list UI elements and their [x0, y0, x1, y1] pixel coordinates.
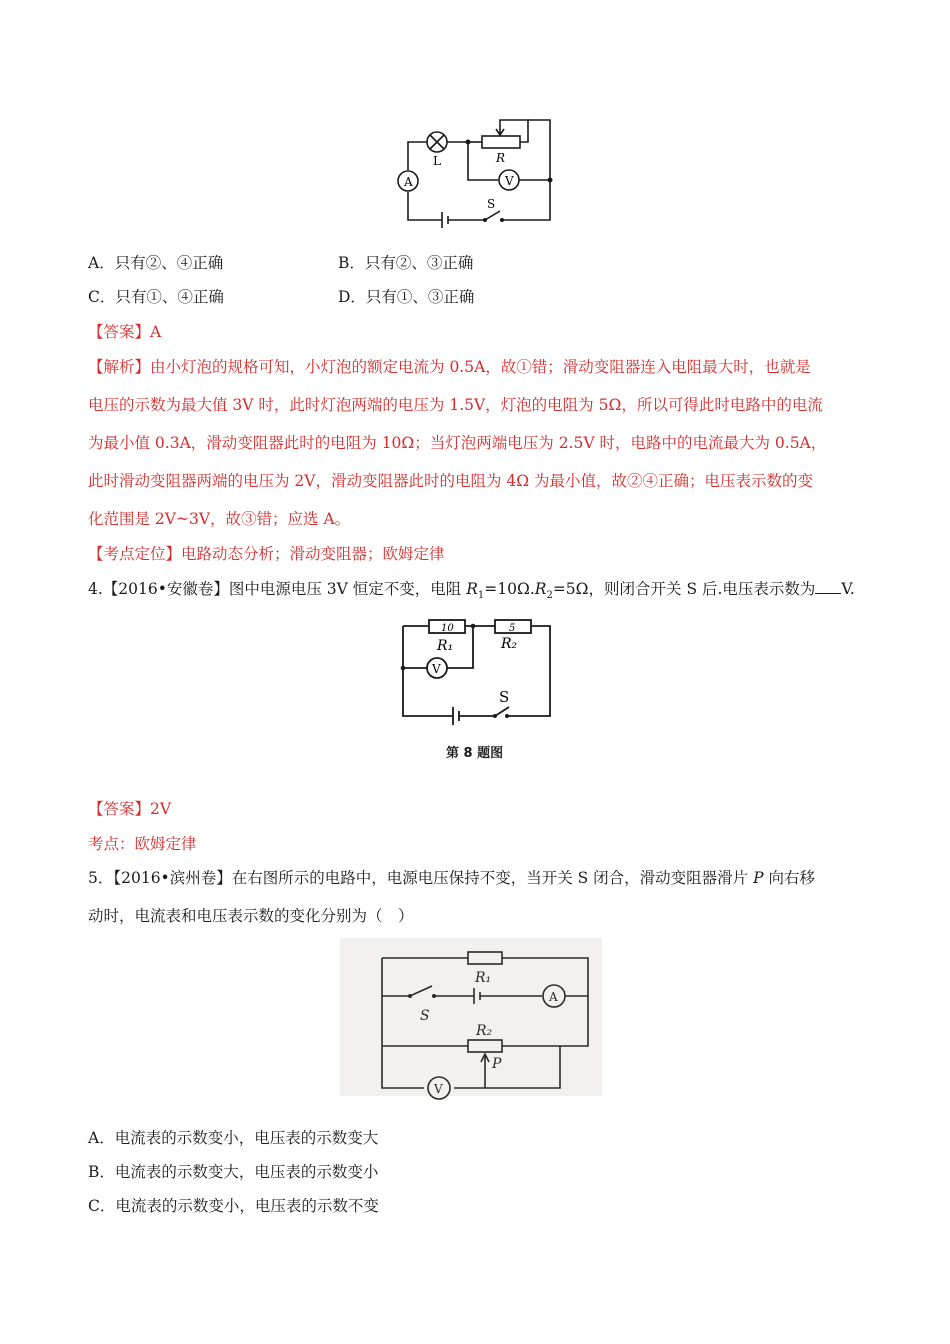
q3-option-c: C．只有①、④正确 [88, 288, 224, 306]
q3-analysis-line-5: 化范围是 2V~3V，故③错；应选 A。 [88, 510, 351, 528]
q3-kaodian-tag: 【考点定位】 [88, 545, 182, 563]
q5-stem-line-1 [88, 868, 815, 888]
q5-stem-line-2: 动时，电流表和电压表示数的变化分别为（ ） [88, 907, 414, 925]
q3-analysis-line-1 [88, 357, 811, 377]
q4-answer-value: 2V [150, 800, 172, 818]
q4-r2-symbol: R [534, 580, 547, 598]
q4-answer-tag: 【答案】 [88, 800, 151, 818]
q5-switch-label: S [420, 1008, 430, 1024]
q5-stem-text-a: 5．【2016•滨州卷】在右图所示的电路中，电源电压保持不变，当开关 S 闭合，滑动变阻器滑片 [88, 869, 754, 887]
q5-stem-text-b: 向右移 [763, 869, 815, 887]
q3-rheostat-label: R [496, 151, 506, 165]
q4-r1-mark: 10 [441, 623, 454, 634]
q4-answer [88, 799, 171, 819]
q3-option-d: D．只有①、③正确 [338, 288, 475, 306]
q4-r1-sub: 1 [477, 590, 485, 602]
q4-r2-sub: 2 [546, 590, 553, 602]
q5-stem-p: P [753, 869, 764, 887]
q5-option-b: B．电流表的示数变大，电压表的示数变小 [88, 1163, 379, 1181]
q4-figure-caption: 第 8 题图 [446, 746, 504, 761]
q5-option-c: C．电流表的示数变小，电压表的示数不变 [88, 1197, 379, 1215]
q3-answer-tag: 【答案】 [88, 323, 151, 341]
q5-r1-label: R₁ [475, 970, 492, 986]
q3-answer [88, 322, 161, 342]
q3-option-b: B．只有②、③正确 [338, 254, 474, 272]
q4-circuit-diagram [395, 612, 560, 724]
q4-r2-value: =5Ω，则闭合开关 S 后.电压表示数为 [552, 580, 816, 598]
q3-analysis-line-2: 电压的示数为最大值 3V 时，此时灯泡两端的电压为 1.5V，灯泡的电阻为 5Ω，所以可得此时电路中的电流 [88, 396, 823, 414]
q3-lamp-label: L [433, 154, 441, 168]
q4-r1-label: R₁ [437, 638, 454, 654]
q4-stem [88, 579, 855, 606]
q4-r2-mark: 5 [509, 623, 516, 634]
q4-r2-label: R₂ [501, 636, 518, 652]
q3-analysis-text-1: 由小灯泡的规格可知，小灯泡的额定电流为 0.5A，故①错；滑动变阻器连入电阻最大时，也就是 [150, 358, 811, 376]
q5-ammeter-label: A [549, 990, 558, 1004]
q3-voltmeter-label: V [505, 174, 514, 188]
q4-kaodian: 考点：欧姆定律 [88, 835, 197, 853]
q5-r2-label: R₂ [476, 1023, 493, 1039]
q3-option-a: A．只有②、④正确 [88, 254, 224, 272]
q5-option-a: A．电流表的示数变小，电压表的示数变大 [88, 1129, 379, 1147]
q4-r1-value: =10Ω. [484, 580, 535, 598]
q3-answer-value: A [150, 323, 162, 341]
q3-ammeter-label: A [404, 175, 413, 189]
q3-analysis-tag: 【解析】 [88, 358, 151, 376]
q3-kaodian [88, 544, 445, 564]
q4-r1-symbol: R [466, 580, 478, 598]
q3-switch-label: S [487, 197, 496, 211]
q4-stem-suffix: V. [841, 580, 855, 598]
q4-voltmeter-label: V [432, 662, 441, 676]
q3-analysis-line-3: 为最小值 0.3A，滑动变阻器此时的电阻为 10Ω；当灯泡两端电压为 2.5V 时，电路中的电流最大为 0.5A， [88, 434, 827, 452]
q3-circuit-diagram [390, 110, 565, 230]
q4-switch-label: S [499, 688, 510, 706]
q3-analysis-line-4: 此时滑动变阻器两端的电压为 2V，滑动变阻器此时的电阻为 4Ω 为最小值，故②④正确；电压表示数的变 [88, 472, 814, 490]
q5-slider-label: P [492, 1056, 502, 1072]
q4-stem-prefix: 4.【2016•安徽卷】图中电源电压 3V 恒定不变，电阻 [88, 580, 467, 598]
q5-voltmeter-label: V [434, 1082, 443, 1096]
q3-kaodian-text: 电路动态分析；滑动变阻器；欧姆定律 [181, 545, 445, 563]
q4-answer-blank [815, 579, 841, 594]
q5-circuit-diagram [340, 938, 602, 1096]
